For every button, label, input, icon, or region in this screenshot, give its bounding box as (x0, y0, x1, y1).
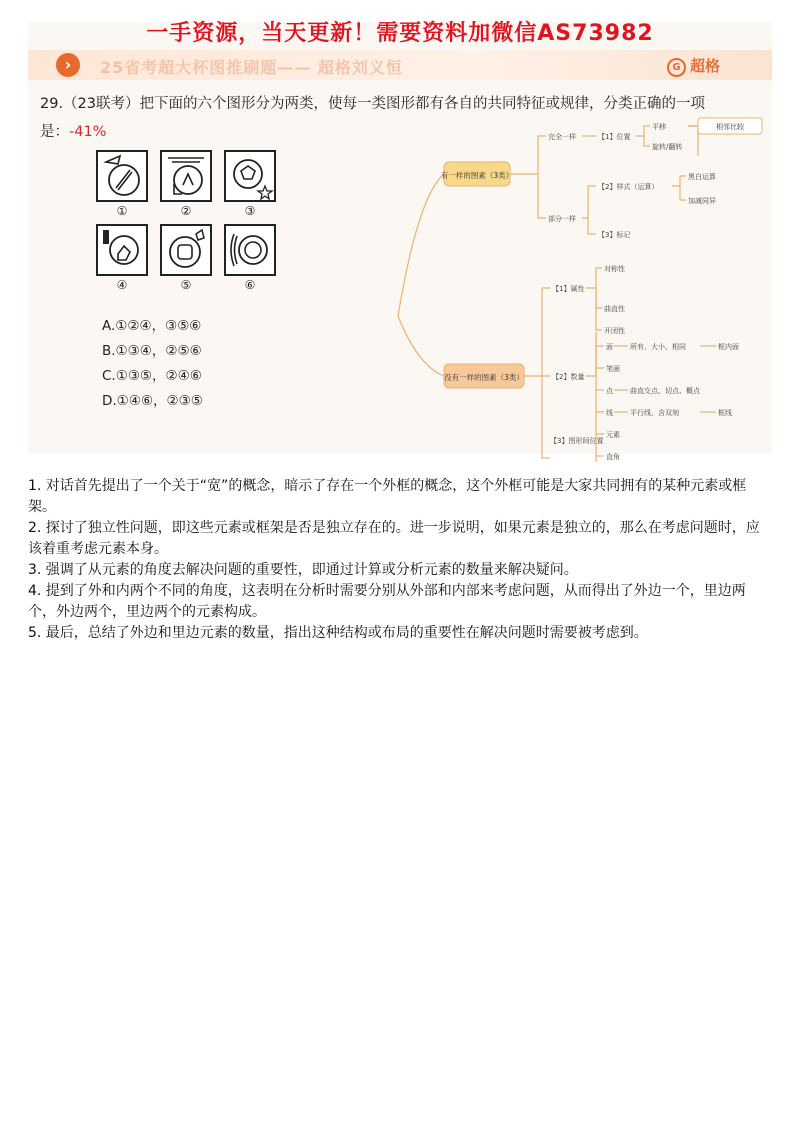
figure-label: ④ (116, 278, 128, 292)
option-a[interactable]: A.①②④，③⑤⑥ (102, 318, 202, 334)
option-b[interactable]: B.①③④，②⑤⑥ (102, 343, 202, 359)
note-paragraph: 4. 提到了外和内两个不同的角度，这表明在分析时需要分别从外部和内部来考虑问题，从而得出了外边一个，里边两个，外边两个，里边两个的元素构成。 (28, 583, 746, 620)
figure-6 (224, 224, 276, 276)
mindmap-label: 开闭性 (604, 327, 625, 335)
mindmap-label: 【1】位置 (598, 133, 631, 141)
figure-4-drawing (98, 226, 146, 274)
mindmap-label: 直角 (606, 453, 620, 461)
figure-4 (96, 224, 148, 276)
mindmap-label: 点 (606, 387, 613, 395)
figure-1 (96, 150, 148, 202)
mindmap-label: 有一样的图素（3类） (440, 171, 514, 180)
mindmap-label: 旋转/翻转 (652, 143, 683, 151)
mindmap-relation-label: 【3】图形间位置 (550, 437, 604, 445)
slide-screenshot (28, 22, 772, 461)
answer-options (102, 314, 203, 414)
figure-label: ⑥ (244, 278, 256, 292)
mindmap-label: 【3】标记 (598, 231, 631, 239)
notes-section (28, 476, 772, 644)
mindmap-label: 没有一样的图素（3类） (444, 373, 524, 382)
mindmap-label: 曲直交点、切点、概点 (630, 387, 700, 395)
mindmap-label: 对称性 (604, 265, 625, 273)
mindmap-label: 黑白运算 (688, 173, 716, 181)
figure-5-drawing (162, 226, 210, 274)
mindmap-label: 完全一样 (548, 133, 576, 141)
mindmap-label: 元素 (606, 431, 620, 439)
mindmap-label: 曲直性 (604, 305, 625, 313)
note-paragraph: 2. 探讨了独立性问题，即这些元素或框架是否是独立存在的。进一步说明，如果元素是独立的，那么在考虑问题时，应该着重考虑元素本身。 (28, 520, 760, 557)
mindmap-label: 【1】属性 (552, 285, 585, 293)
correct-rate: -41% (69, 124, 107, 140)
chevron-right-icon: › (56, 53, 80, 77)
title-banner (28, 50, 772, 80)
mindmap-label: 面 (606, 343, 613, 351)
brand-name: 超格 (689, 57, 720, 75)
figure-label: ⑤ (180, 278, 192, 292)
mindmap-label: 【2】样式（运算） (598, 183, 659, 191)
question-text: 29.（23联考）把下面的六个图形分为两类，使每一类图形都有各自的共同特征或规律，分类正确的一项是： (40, 96, 706, 140)
note-paragraph: 5. 最后，总结了外边和里边元素的数量，指出这种结构或布局的重要性在解决问题时需要被考虑到。 (28, 625, 648, 641)
mindmap-label: 加减同异 (688, 197, 716, 205)
figure-2-drawing (162, 152, 210, 200)
option-d[interactable]: D.①④⑥，②③⑤ (102, 393, 203, 409)
mindmap-label: 部分一样 (548, 215, 576, 223)
figure-6-drawing (226, 226, 274, 274)
figure-label: ③ (244, 204, 256, 218)
mindmap-label: 相邻比较 (716, 123, 744, 131)
g-logo-icon: G (667, 58, 686, 77)
option-c[interactable]: C.①③⑤，②④⑥ (102, 368, 202, 384)
figure-1-drawing (98, 152, 146, 200)
note-paragraph: 1. 对话首先提出了一个关于“宽”的概念，暗示了存在一个外框的概念，这个外框可能是大家共同拥有的某种元素或框架。 (28, 478, 747, 515)
mindmap-label: 平行线、含双刻 (630, 409, 679, 417)
mindmap-label: 平移 (652, 123, 666, 131)
brand-logo (667, 55, 720, 77)
mindmap-label: 框内面 (718, 343, 739, 351)
classification-mindmap (398, 116, 772, 461)
figure-5 (160, 224, 212, 276)
figure-label: ① (116, 204, 128, 218)
figure-label: ② (180, 204, 192, 218)
mindmap-label: 线 (606, 409, 613, 417)
figure-2 (160, 150, 212, 202)
watermark-text: 一手资源，当天更新！需要资料加微信AS73982 (146, 21, 654, 46)
mindmap-label: 笔画 (606, 365, 620, 373)
mindmap-label: 所有、大小、相同 (630, 343, 686, 351)
mindmap-label: 【2】数量 (552, 373, 585, 381)
figure-3 (224, 150, 276, 202)
mindmap-label: 框线 (718, 409, 732, 417)
figure-grid (96, 150, 282, 300)
banner-title: 25省考超大杯图推刷题—— 超格刘义恒 (100, 58, 403, 77)
note-paragraph: 3. 强调了从元素的角度去解决问题的重要性，即通过计算或分析元素的数量来解决疑问。 (28, 562, 578, 578)
figure-3-drawing (226, 152, 274, 200)
